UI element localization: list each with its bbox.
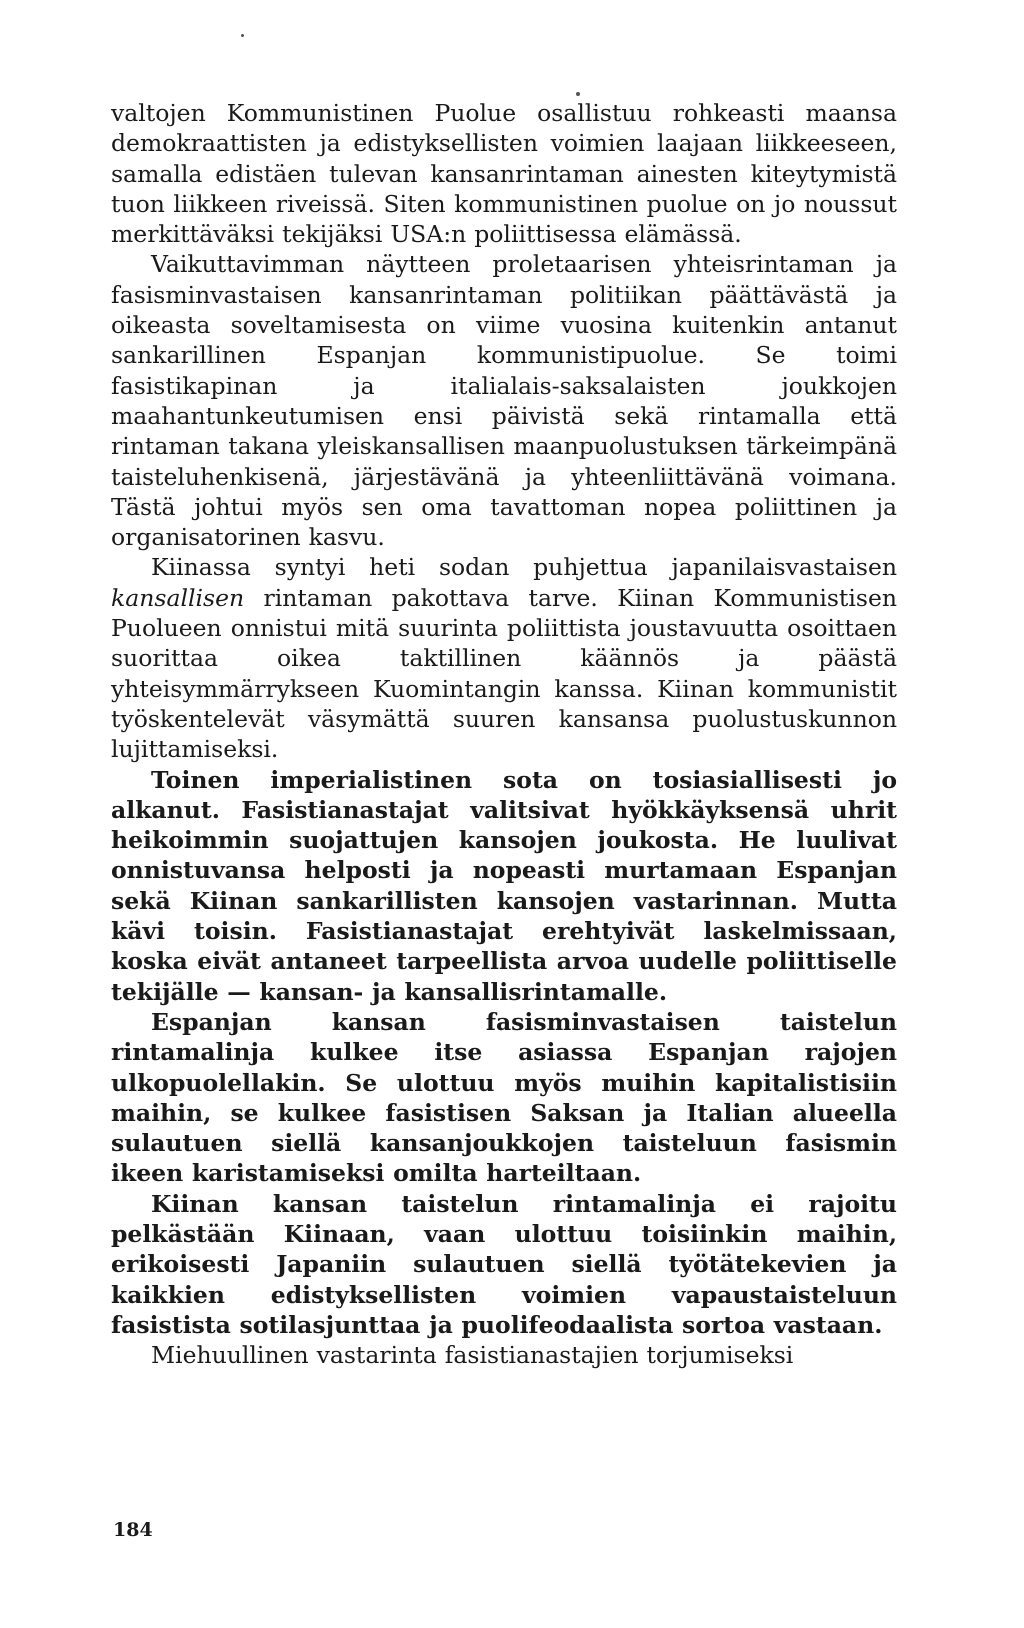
scan-speck <box>576 92 580 96</box>
paragraph-5: Espanjan kansan fasisminvastaisen taistelun rintamalinja kulkee itse asiassa Espanjan rajojen ulkopuolellakin. Se ulottuu myös muihin kapitalistisiin maihin, se kulkee fasistisen Saksan ja Italian alueella sulautuen siellä kansanjoukkojen taisteluun fasismin ikeen karistamiseksi omilta harteiltaan. <box>111 1007 897 1188</box>
paragraph-3-text-before: Kiinassa syntyi heti sodan puhjettua japanilaisvastaisen <box>151 553 897 582</box>
paragraph-3 <box>111 552 897 764</box>
scan-speck <box>241 34 244 37</box>
paragraph-2: Vaikuttavimman näytteen proletaarisen yhteisrintaman ja fasisminvastaisen kansanrintaman politiikan päättävästä ja oikeasta soveltamisesta on viime vuosina kuitenkin antanut sankarillinen Espanjan kommunistipuolue. Se toimi fasistikapinan ja italialais-saksalaisten joukkojen maahantunkeutumisen ensi päivistä sekä rintamalla että rintaman takana yleiskansallisen maanpuolustuksen tärkeimpänä taisteluhenkisenä, järjestävänä ja yhteenliittävänä voimana. Tästä johtui myös sen oma tavattoman nopea poliittinen ja organisatorinen kasvu. <box>111 250 897 552</box>
paragraph-1: valtojen Kommunistinen Puolue osallistuu rohkeasti maansa demokraattisten ja edistyksellisten voimien laajaan liikkeeseen, samalla edistäen tulevan kansanrintaman ainesten kiteytymistä tuon liikkeen riveissä. Siten kommunistinen puolue on jo noussut merkittäväksi tekijäksi USA:n poliittisessa elämässä. <box>111 99 897 249</box>
paragraph-3-text-after: rintaman pakottava tarve. Kiinan Kommunistisen Puolueen onnistui mitä suurinta poliittista joustavuutta osoittaen suorittaa oikea taktillinen käännös ja päästä yhteisymmärrykseen Kuomintangin kanssa. Kiinan kommunistit työskentelevät väsymättä suuren kansansa puolustuskunnon lujittamiseksi. <box>111 583 897 764</box>
paragraph-6: Kiinan kansan taistelun rintamalinja ei rajoitu pelkästään Kiinaan, vaan ulottuu toisiinkin maihin, erikoisesti Japaniin sulautuen siellä työtätekevien ja kaikkien edistyksellisten voimien vapaustaisteluun fasistista sotilasjunttaa ja puolifeodaalista sortoa vastaan. <box>111 1189 897 1339</box>
paragraph-7: Miehuullinen vastarinta fasistianastajien torjumiseksi <box>151 1341 794 1370</box>
page-number: 184 <box>113 1519 153 1541</box>
page-body <box>111 98 897 1370</box>
emphasized-word: kansallisen <box>111 583 245 612</box>
paragraph-4: Toinen imperialistinen sota on tosiasiallisesti jo alkanut. Fasistianastajat valitsivat hyökkäyksensä uhrit heikoimmin suojattujen kansojen joukosta. He luulivat onnistuvansa helposti ja nopeasti murtamaan Espanjan sekä Kiinan sankarillisten kansojen vastarinnan. Mutta kävi toisin. Fasistianastajat erehtyivät laskelmissaan, koska eivät antaneet tarpeellista arvoa uudelle poliittiselle tekijälle — kansan- ja kansallisrintamalle. <box>111 765 897 1006</box>
